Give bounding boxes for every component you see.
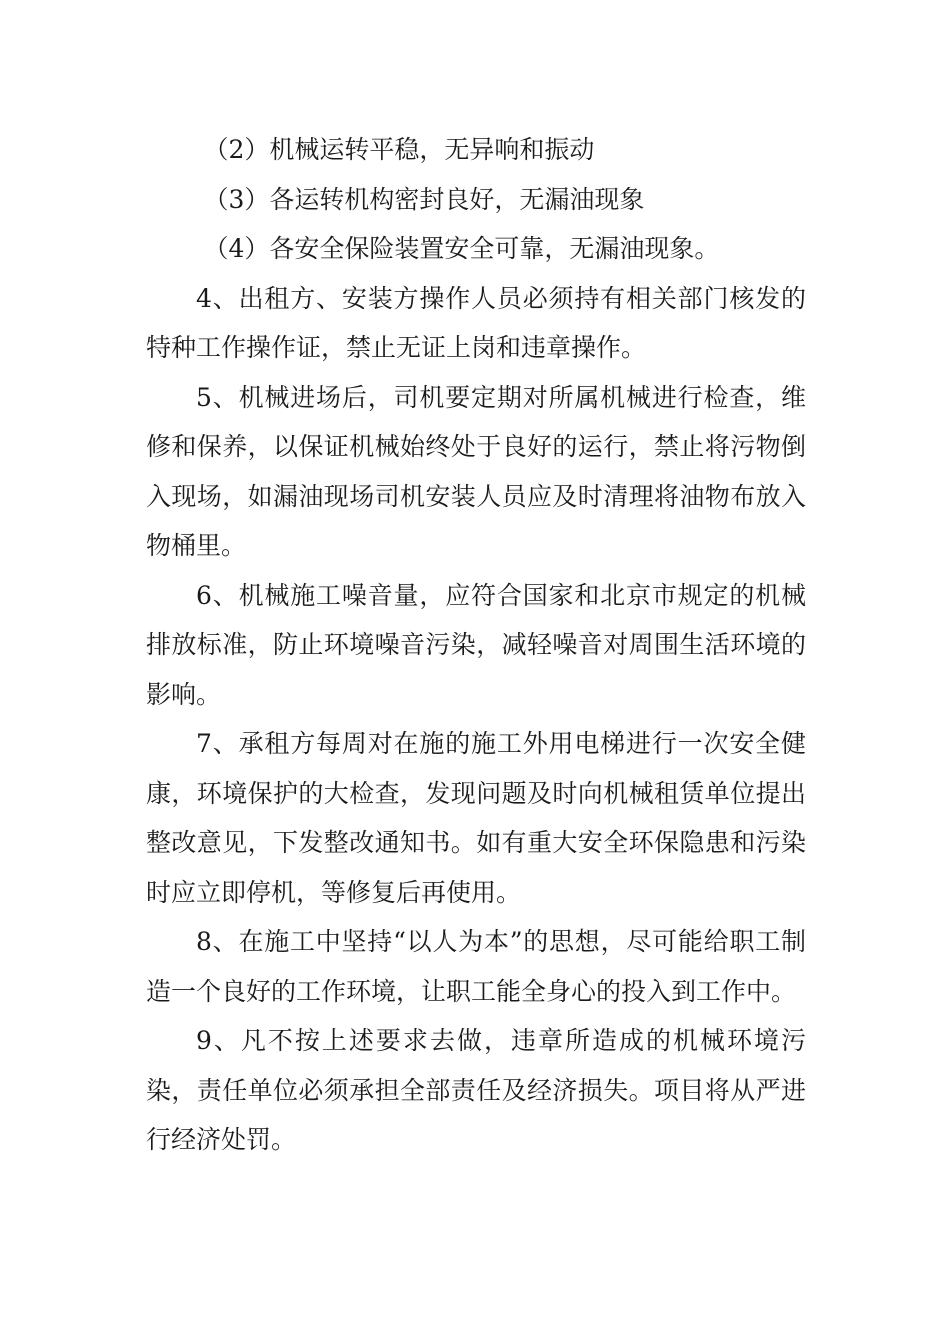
paragraph-item-4: 4、出租方、安装方操作人员必须持有相关部门核发的特种工作操作证，禁止无证上岗和违章操作。 — [146, 283, 806, 362]
paragraph-item-7: 7、承租方每周对在施的施工外用电梯进行一次安全健康，环境保护的大检查，发现问题及时向机械租赁单位提出整改意见，下发整改通知书。如有重大安全环保隐患和污染时应立即停机，等修复后再使用。 — [146, 729, 806, 907]
paragraph-sub-item-3: （3）各运转机构密封良好，无漏油现象 — [203, 184, 645, 214]
document-body — [146, 125, 806, 1165]
paragraph-item-8: 8、在施工中坚持“以人为本”的思想，尽可能给职工制造一个良好的工作环境，让职工能全身心的投入到工作中。 — [146, 927, 806, 1006]
paragraph-item-5: 5、机械进场后，司机要定期对所属机械进行检查，维修和保养，以保证机械始终处于良好的运行，禁止将污物倒入现场，如漏油现场司机安装人员应及时清理将油物布放入物桶里。 — [146, 382, 806, 560]
paragraph-sub-item-2: （2）机械运转平稳，无异响和振动 — [203, 135, 595, 164]
paragraph-sub-item-4: （4）各安全保险装置安全可靠，无漏油现象。 — [203, 234, 720, 263]
paragraph-item-9: 9、凡不按上述要求去做，违章所造成的机械环境污染，责任单位必须承担全部责任及经济损失。项目将从严进行经济处罚。 — [146, 1026, 806, 1154]
paragraph-item-6: 6、机械施工噪音量，应符合国家和北京市规定的机械排放标准，防止环境噪音污染，减轻噪音对周围生活环境的影响。 — [146, 580, 806, 709]
